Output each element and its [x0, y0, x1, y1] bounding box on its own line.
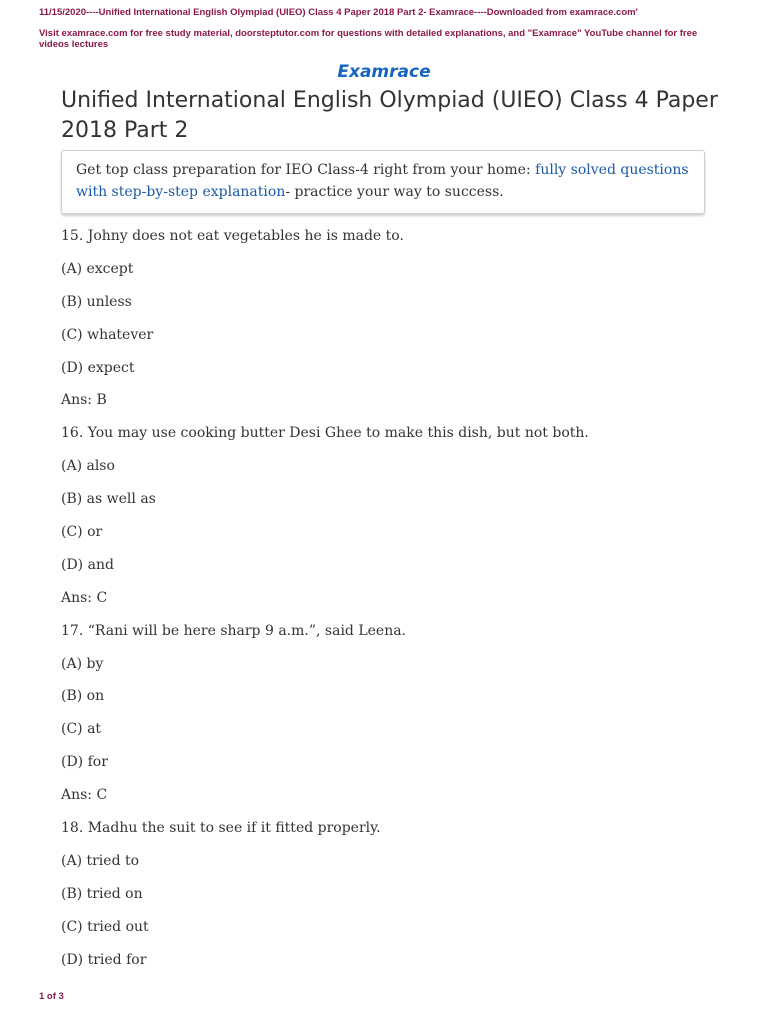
option-item: (A) also: [61, 458, 115, 475]
option-item: (A) tried to: [61, 852, 140, 869]
question-list: [61, 226, 721, 982]
page-title: Unified International English Olympiad (UIEO) Class 4 Paper 2018 Part 2: [61, 88, 718, 143]
option-item: (D) for: [61, 754, 108, 771]
promo-link[interactable]: fully solved questions with step-by-step explanation: [76, 162, 689, 200]
option-item: (B) unless: [61, 293, 132, 310]
question-block: [61, 423, 721, 608]
page-number: 1 of 3: [39, 991, 64, 1002]
promo-prefix: Get top class preparation for IEO Class-4 right from your home:: [76, 162, 536, 178]
option-item: (B) on: [61, 688, 105, 705]
header-download-line: 11/15/2020----Unified International English Olympiad (UIEO) Class 4 Paper 2018 Part 2- Examrace----Downloaded from examrace.com': [39, 7, 638, 18]
option-item: (A) except: [61, 260, 134, 277]
question-text: 17. “Rani will be here sharp 9 a.m.”, said Leena.: [61, 622, 407, 639]
option-item: (D) and: [61, 556, 114, 573]
question-block: [61, 818, 721, 971]
option-item: (B) as well as: [61, 491, 156, 508]
option-item: (C) tried out: [61, 918, 149, 935]
brand-logo-text[interactable]: Examrace: [337, 62, 431, 82]
option-item: (D) expect: [61, 359, 135, 376]
question-block: [61, 226, 721, 411]
question-block: [61, 621, 721, 806]
option-item: (C) or: [61, 524, 103, 541]
option-item: (A) by: [61, 655, 104, 672]
page-header: [39, 7, 729, 50]
question-text: 18. Madhu the suit to see if it fitted properly.: [61, 820, 381, 837]
answer-text: Ans: B: [61, 392, 107, 409]
option-item: (D) tried for: [61, 951, 147, 968]
option-item: (B) tried on: [61, 885, 143, 902]
question-text: 15. Johny does not eat vegetables he is made to.: [61, 228, 404, 244]
promo-suffix: - practice your way to success.: [285, 184, 504, 200]
answer-text: Ans: C: [61, 589, 108, 606]
answer-text: Ans: C: [61, 787, 108, 804]
option-item: (C) at: [61, 721, 102, 738]
option-item: (C) whatever: [61, 326, 154, 343]
promo-box: [61, 150, 705, 214]
header-visit-line: Visit examrace.com for free study material, doorsteptutor.com for questions with detailed explanations, and "Examrace" YouTube channel for free videos lectures: [39, 28, 698, 50]
question-text: 16. You may use cooking butter Desi Ghee to make this dish, but not both.: [61, 425, 589, 442]
